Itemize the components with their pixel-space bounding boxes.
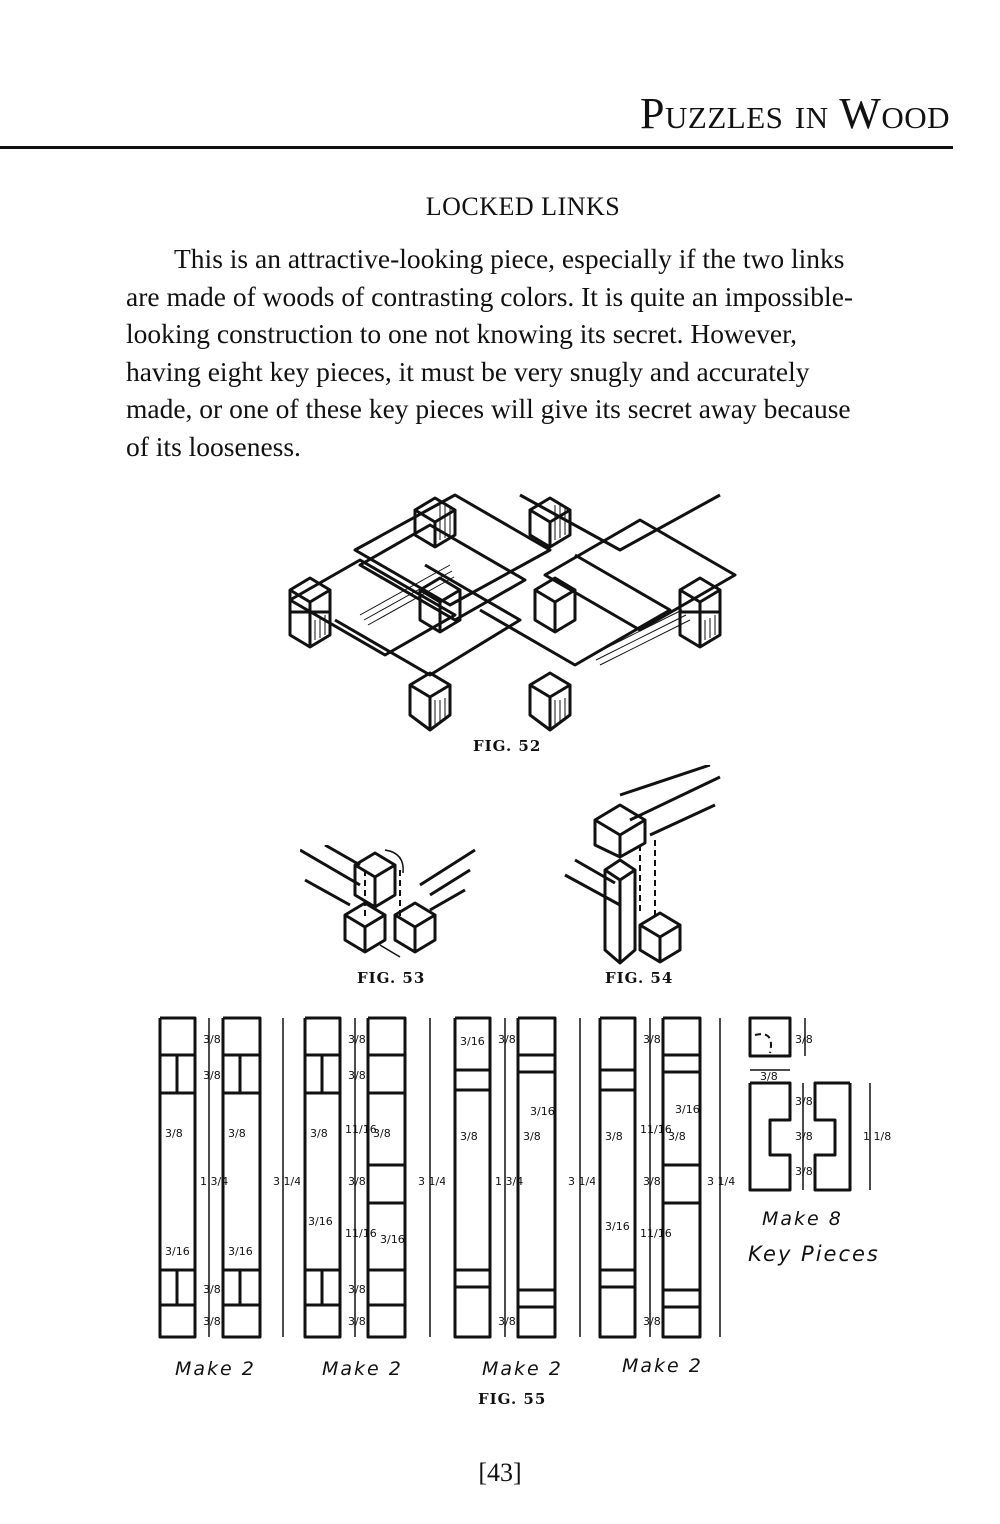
figure-54 [560, 765, 730, 965]
svg-text:1 1/8: 1 1/8 [863, 1130, 892, 1143]
exploded-joint-drawing [560, 765, 730, 965]
bar-drawing-3 [450, 1015, 595, 1355]
section-title: LOCKED LINKS [425, 192, 621, 221]
svg-text:3/16: 3/16 [165, 1245, 190, 1258]
svg-text:1 3/4: 1 3/4 [200, 1175, 229, 1188]
svg-text:3/16: 3/16 [460, 1035, 485, 1048]
svg-text:3/16: 3/16 [675, 1103, 700, 1116]
svg-text:11/16: 11/16 [345, 1123, 377, 1136]
bar-drawing-2 [300, 1015, 445, 1355]
fig55-caption: FIG. 55 [478, 1390, 547, 1408]
svg-text:3/8: 3/8 [348, 1283, 366, 1296]
svg-text:3 1/4: 3 1/4 [273, 1175, 300, 1188]
fig53-caption: FIG. 53 [357, 969, 426, 987]
svg-text:3/16: 3/16 [308, 1215, 333, 1228]
svg-text:3/16: 3/16 [228, 1245, 253, 1258]
svg-text:3/8: 3/8 [605, 1130, 623, 1143]
svg-text:3/16: 3/16 [605, 1220, 630, 1233]
svg-text:11/16: 11/16 [640, 1123, 672, 1136]
svg-text:3/8: 3/8 [643, 1315, 661, 1328]
locked-links-drawing [280, 490, 750, 740]
svg-text:3/8: 3/8 [668, 1130, 686, 1143]
svg-text:3/8: 3/8 [795, 1165, 813, 1178]
svg-text:3/8: 3/8 [348, 1033, 366, 1046]
svg-text:3/8: 3/8 [523, 1130, 541, 1143]
page-number: [43] [478, 1458, 522, 1487]
svg-text:3/8: 3/8 [203, 1315, 221, 1328]
running-head: Puzzles in Wood [640, 89, 950, 138]
svg-text:3/8: 3/8 [203, 1069, 221, 1082]
bar-drawing-4 [595, 1015, 740, 1355]
fig54-caption: FIG. 54 [605, 969, 674, 987]
fig52-caption: FIG. 52 [473, 737, 542, 755]
svg-text:3/8: 3/8 [203, 1033, 221, 1046]
svg-text:11/16: 11/16 [640, 1227, 672, 1240]
key-pieces-sublabel: Key Pieces [748, 1242, 880, 1266]
svg-text:3/16: 3/16 [530, 1105, 555, 1118]
svg-text:3/8: 3/8 [348, 1069, 366, 1082]
svg-text:3/8: 3/8 [348, 1175, 366, 1188]
svg-text:3/8: 3/8 [795, 1130, 813, 1143]
piece-1-label: Make 2 [175, 1358, 256, 1380]
svg-text:3/8: 3/8 [795, 1095, 813, 1108]
figure-55-piece-2 [300, 1015, 445, 1355]
piece-3-label: Make 2 [482, 1358, 563, 1380]
svg-text:1 3/4: 1 3/4 [495, 1175, 524, 1188]
svg-text:3/8: 3/8 [203, 1283, 221, 1296]
svg-text:11/16: 11/16 [345, 1227, 377, 1240]
header-rule [0, 146, 953, 149]
key-piece-drawing [745, 1015, 895, 1200]
figure-55-key-pieces [745, 1015, 895, 1200]
svg-text:3/8: 3/8 [460, 1130, 478, 1143]
key-pieces-label: Make 8 [762, 1208, 843, 1230]
bar-drawing-1 [155, 1015, 300, 1355]
svg-text:3/8: 3/8 [498, 1033, 516, 1046]
figure-55-piece-1 [155, 1015, 300, 1355]
paragraph-text: This is an attractive-looking piece, especially if the two links are made of woods of contrasting colors. It is quite an impossible-looking construction to one not knowing its secret. However, having eight key pieces, it must be very snugly and accurately made, or one of these key pieces will give its secret away because of its looseness. [126, 243, 854, 462]
svg-text:3/8: 3/8 [348, 1315, 366, 1328]
svg-text:3/8: 3/8 [228, 1127, 246, 1140]
svg-text:3/16: 3/16 [380, 1233, 405, 1246]
piece-4-label: Make 2 [622, 1355, 703, 1377]
svg-text:3/8: 3/8 [310, 1127, 328, 1140]
svg-text:3/8: 3/8 [760, 1070, 778, 1083]
svg-text:3 1/4: 3 1/4 [707, 1175, 736, 1188]
svg-text:3/8: 3/8 [165, 1127, 183, 1140]
svg-text:3/8: 3/8 [643, 1175, 661, 1188]
svg-text:3/8: 3/8 [643, 1033, 661, 1046]
svg-text:3 1/4: 3 1/4 [568, 1175, 595, 1188]
figure-53 [300, 845, 480, 965]
figure-55-piece-4 [595, 1015, 740, 1355]
key-rotation-drawing [300, 845, 480, 965]
svg-text:3/8: 3/8 [373, 1127, 391, 1140]
svg-text:3/8: 3/8 [498, 1315, 516, 1328]
svg-text:3/8: 3/8 [795, 1033, 813, 1046]
figure-55-piece-3 [450, 1015, 595, 1355]
svg-text:3 1/4: 3 1/4 [418, 1175, 445, 1188]
figure-52 [280, 490, 750, 740]
piece-2-label: Make 2 [322, 1358, 403, 1380]
body-paragraph [126, 240, 866, 465]
